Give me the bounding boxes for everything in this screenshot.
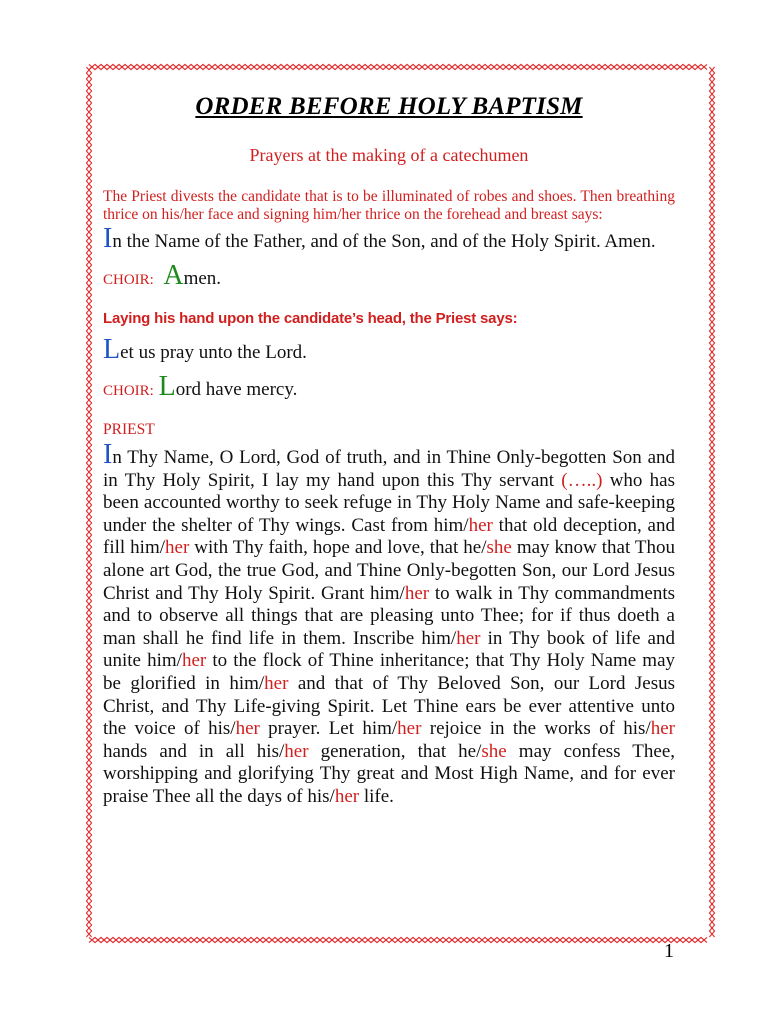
drop-cap: A [163,260,184,291]
prayer-text: to walk in Thy commandments and to observe all things that are pleasing unto Thee; for if thus doeth a man shall he find life in them. Inscribe him/ [103,582,675,649]
prayer-variable-text: she [486,537,512,559]
prayer-variable-text: her [397,718,422,740]
choir-label: CHOIR: [103,383,154,399]
drop-cap: I [103,439,113,470]
prayer-variable-text: her [334,785,360,807]
rubric-instructions: The Priest divests the candidate that is to be illuminated of robes and shoes. Then breathing thrice on his/her face and signing him/her thrice on the forehead and breast says: [103,188,675,223]
petition-line [103,334,675,365]
prayer-variable-text: her [284,740,309,762]
petition-text: et us pray unto the Lord. [120,342,307,363]
subtitle: Prayers at the making of a catechumen [249,145,529,165]
prayer-text: in Thy book of life and unite him/ [103,627,675,672]
prayer-variable-text: her [468,514,493,536]
prayer-text: may confess Thee, worshipping and glorifying Thy great and Most High Name, and for ever praise Thee all the days of his/ [103,740,676,807]
prayer-variable-text: her [181,650,207,672]
prayer-variable-text: her [264,672,289,694]
prayer-variable-text: her [235,718,260,740]
document-body [103,93,675,828]
prayer-text: who has been accounted worthy to seek refuge in Thy Holy Name and safe-keeping under the shelter of Thy wings. Cast from him/ [103,469,675,536]
drop-cap: L [158,371,176,402]
drop-cap: I [103,223,113,254]
choir-response-1 [103,260,675,291]
choir-response-2 [103,371,675,402]
rubric-laying-hand: Laying his hand upon the candidate’s head, the Priest says: [103,310,518,327]
prayer-paragraph [103,439,676,809]
prayer-text: life. [359,785,394,807]
prayer-text: with Thy faith, hope and love, that he/ [189,537,487,559]
prayer-text: and that of Thy Beloved Son, our Lord Jesus Christ, and Thy Life-giving Spirit. Let Thine ears be ever attentive unto the voice of his/ [103,672,675,740]
drop-cap: L [103,334,121,365]
choir-text: ord have mercy. [175,379,298,400]
page-number: 1 [664,940,674,962]
choir-label: CHOIR: [103,272,154,288]
prayer-text: to the flock of Thine inheritance; that Thy Holy Name may be glorified in him/ [103,650,676,694]
prayer-text: may know that Thou alone art God, the true God, and Thine Only-begotten Son, our Lord Jesus Christ and Thy Holy Spirit. Grant him/ [103,537,676,604]
choir-text: men. [183,268,222,289]
page-title: ORDER BEFORE HOLY BAPTISM [195,93,583,120]
invocation-text: n the Name of the Father, and of the Son, and of the Holy Spirit. Amen. [112,231,656,252]
prayer-text: that old deception, and fill him/ [103,514,675,559]
prayer-text: n Thy Name, O Lord, God of truth, and in Thine Only-begotten Son and in Thy Holy Spirit, I lay my hand upon this Thy servant [103,447,675,491]
invocation-line [103,223,675,254]
prayer-variable-text: she [481,740,507,762]
prayer-text: prayer. Let him/ [259,718,398,740]
prayer-variable-text: her [456,627,481,649]
prayer-variable-text: her [165,537,190,559]
priest-label: PRIEST [103,421,155,438]
prayer-variable-text: her [404,582,430,604]
prayer-text: rejoice in the works of his/ [421,718,651,740]
prayer-variable-text: her [650,718,675,740]
prayer-variable-text: (…..) [561,469,603,491]
prayer-text: generation, that he/ [308,740,482,762]
prayer-text: hands and in all his/ [103,740,285,762]
